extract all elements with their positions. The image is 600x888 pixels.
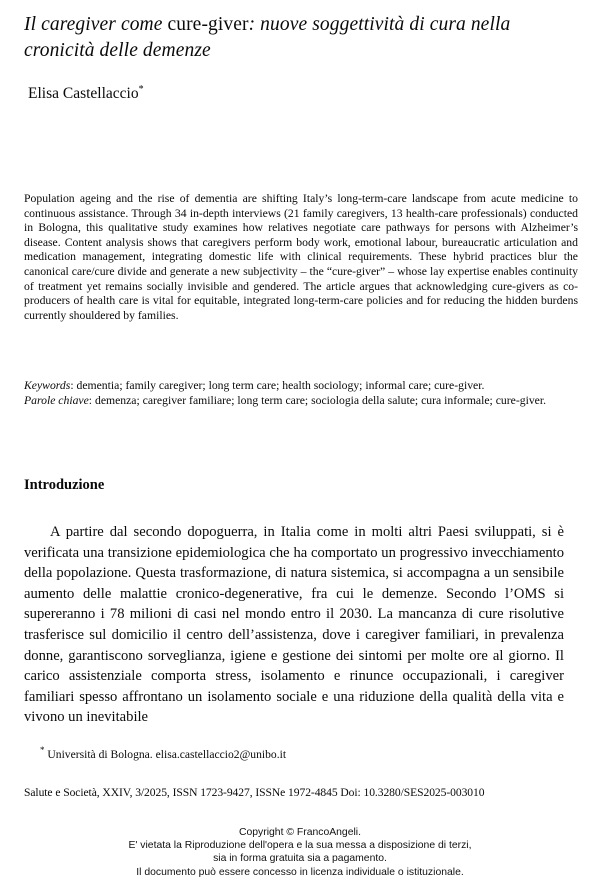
author-block	[28, 84, 580, 104]
journal-citation-line: Salute e Società, XXIV, 3/2025, ISSN 1723-9427, ISSNe 1972-4845 Doi: 10.3280/SES2025-003010	[24, 786, 485, 799]
title-segment-italic-tail: : nuove soggettività di cura nella cronicità delle demenze	[24, 14, 511, 61]
abstract-block	[24, 192, 578, 323]
footnote-marker: *	[40, 745, 45, 756]
keywords-english-separator: :	[70, 379, 77, 392]
copyright-line-4: Il documento può essere concesso in licenza individuale o istituzionale.	[136, 866, 464, 878]
title-segment-roman: cure-giver	[167, 14, 249, 35]
journal-block	[24, 786, 584, 801]
abstract-text: Population ageing and the rise of dementia are shifting Italy’s long-term-care landscape from acute medicine to continuous assistance. Through 34 in-depth interviews (21 family caregivers, 13 health-care professionals) conducted in Bologna, this qualitative study examines how relatives negotiate care pathways for persons with Alzheimer’s disease. Content analysis shows that caregivers perform body work, emotional labour, bureaucratic articulation and medication management, integrating domestic life with clinical requirements. These hybrid practices blur the canonical care/cure divide and generate a new subjectivity – the “cure-giver” – whose lay expertise enables continuity of treatment yet remains socially invisible and gendered. The article argues that acknowledging cure-givers as co-producers of health care is vital for equitable, integrated long-term-care policies and for reducing the hidden burdens currently shouldered by families.	[24, 192, 578, 322]
copyright-line-2: E' vietata la Riproduzione dell'opera e la sua messa a disposizione di terzi,	[128, 840, 472, 852]
copyright-line-3: sia in forma gratuita sia a pagamento.	[213, 853, 387, 865]
copyright-line-1: Copyright © FrancoAngeli.	[238, 827, 361, 838]
keywords-italian-value: demenza; caregiver familiare; long term care; sociologia della salute; cura informale; cure-giver.	[94, 393, 547, 407]
keywords-italian	[24, 394, 578, 409]
keywords-english-label: Keywords	[24, 379, 71, 392]
body-paragraph: A partire dal secondo dopoguerra, in Italia come in molti altri Paesi sviluppati, si è verificata una transizione epidemiologica che ha comportato un progressivo invecchiamento della popolazione. Questa trasformazione, di natura sistemica, si accompagna a un sensibile aumento delle malattie cronico-degenerative, fra cui le demenze. Secondo l’OMS si supereranno i 78 milioni di casi nel mondo entro il 2030. La mancanza di cure risolutive trasferisce sul domicilio il centro dell’assistenza, dove i caregiver familiari, in prevalenza donne, garantiscono sorveglianza, igiene e gestione dei sintomi per molte ore al giorno. Il carico assistenziale comporta stress, isolamento e rinunce occupazionali, i caregiver familiari spesso affrontano un isolamento sociale e una riduzione della qualità della vita e vivono un inevitabile	[24, 524, 564, 726]
title-block	[24, 12, 576, 64]
section-heading-introduzione: Introduzione	[24, 477, 105, 493]
keywords-english	[24, 379, 578, 394]
author-name-text: Elisa Castellaccio	[28, 85, 139, 102]
keywords-block	[24, 379, 578, 408]
keywords-italian-label: Parole chiave	[24, 393, 89, 407]
footnote-block	[24, 745, 578, 763]
page-title	[24, 12, 576, 64]
keywords-english-value: dementia; family caregiver; long term care; health sociology; informal care; cure-giver.	[76, 379, 485, 392]
copyright-block	[0, 826, 600, 879]
body-block	[24, 522, 564, 728]
author-name	[28, 84, 580, 104]
footnote-text: Università di Bologna. elisa.castellaccio2@unibo.it	[47, 748, 287, 761]
author-footnote-marker: *	[138, 83, 144, 95]
keywords-italian-separator: :	[88, 393, 95, 407]
footnote-affiliation	[24, 745, 578, 763]
title-segment-italic-lead: Il caregiver come	[24, 14, 168, 35]
